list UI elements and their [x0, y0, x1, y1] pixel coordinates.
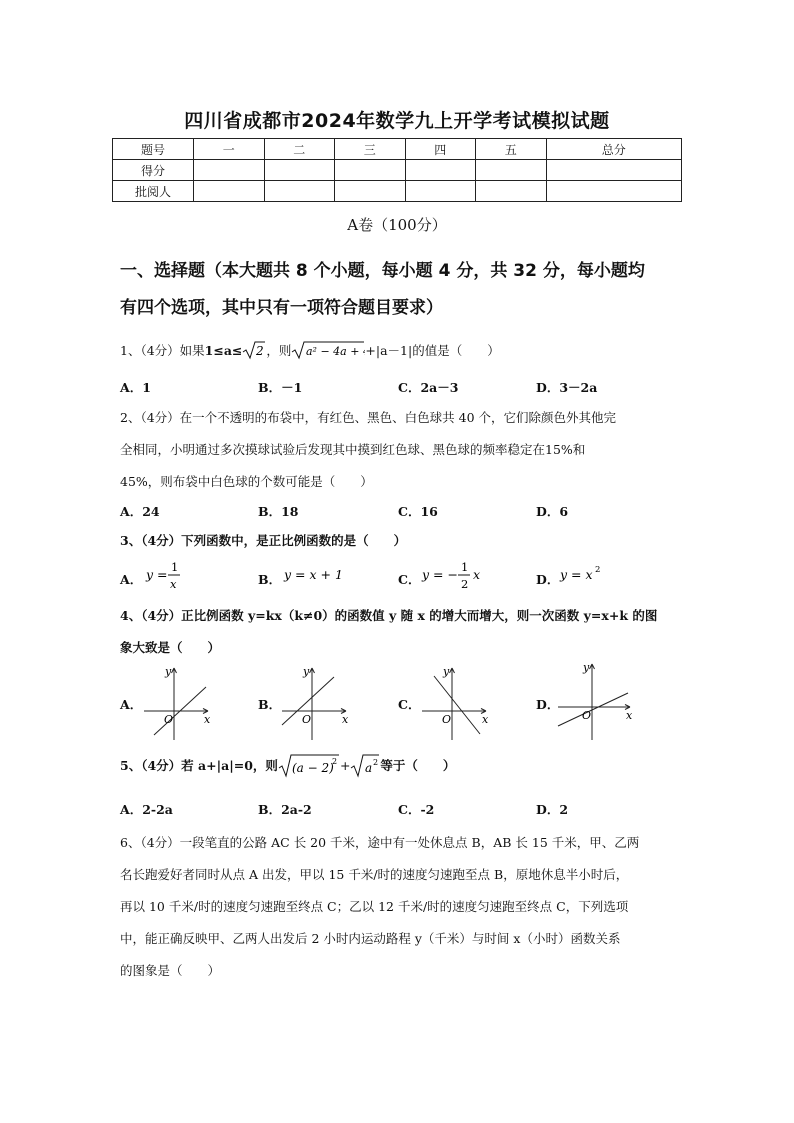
question-5 — [120, 752, 690, 778]
question-text-line: 45%，则布袋中白色球的个数可能是（ ） — [120, 474, 373, 489]
question-4 — [120, 600, 680, 664]
option-d-label[interactable]: D． — [536, 572, 560, 587]
option-b-label[interactable]: B． — [258, 697, 282, 712]
question-text: ，则 — [266, 343, 292, 358]
question-text-line: 象大致是（ ） — [120, 640, 221, 655]
score-cell[interactable] — [194, 160, 265, 181]
option-a-formula — [144, 558, 194, 594]
option-a[interactable]: A．2-2a — [120, 802, 173, 817]
table-cell: 总分 — [546, 139, 682, 160]
table-cell: 四 — [405, 139, 476, 160]
score-table-header — [113, 139, 682, 160]
graph-option-a[interactable] — [140, 662, 220, 742]
score-cell[interactable] — [264, 181, 335, 202]
sqrt-formula — [291, 340, 365, 360]
axis-x-label: x — [342, 713, 349, 726]
score-cell[interactable] — [405, 181, 476, 202]
axis-x-label: x — [204, 713, 211, 726]
paper-part-heading: A卷（100分） — [347, 216, 447, 234]
formula-text: 2 — [461, 577, 469, 591]
section-heading-line: 一、选择题（本大题共 8 个小题，每小题 4 分，共 32 分，每小题均 — [120, 261, 645, 281]
question-text-line: 2、（4分）在一个不透明的布袋中，有红色、黑色、白色球共 40 个，它们除颜色外其他完 — [120, 410, 617, 425]
axis-y-label: y — [303, 665, 310, 678]
formula-text: 2 — [256, 344, 265, 358]
option-b[interactable]: B．－1 — [258, 380, 303, 395]
table-cell: 三 — [335, 139, 406, 160]
option-d[interactable]: D．6 — [536, 504, 569, 519]
score-cell[interactable] — [476, 160, 547, 181]
graph-option-b[interactable] — [278, 662, 358, 742]
question-condition: 1≤a≤ — [204, 343, 243, 358]
option-c[interactable]: C．-2 — [398, 802, 435, 817]
question-text: 5、（4分）若 a+|a|=0，则 — [120, 758, 278, 773]
formula-text: 2 — [595, 565, 601, 575]
question-text-line: 4、（4分）正比例函数 y=kx（k≠0）的函数值 y 随 x 的增大而增大，则一次函数 y=x+k 的图 — [120, 608, 658, 623]
option-d-formula — [558, 558, 618, 594]
graph-option-c[interactable] — [418, 662, 498, 742]
axis-x-label: x — [626, 709, 633, 722]
option-b-formula — [282, 558, 352, 594]
table-cell: 题号 — [113, 139, 194, 160]
formula-text: y = − — [422, 567, 458, 582]
origin-label: O — [302, 713, 312, 726]
question-text: 1、（4分）如果 — [120, 343, 205, 358]
option-a-label[interactable]: A． — [120, 697, 143, 712]
page-title: 四川省成都市2024年数学九上开学考试模拟试题 — [184, 110, 610, 132]
option-a[interactable]: A．1 — [120, 380, 151, 395]
table-row — [113, 181, 682, 202]
question-text-line: 6、（4分）一段笔直的公路 AC 长 20 千米，途中有一处休息点 B，AB 长 15 千米，甲、乙两 — [120, 835, 640, 850]
axis-y-label: y — [443, 665, 450, 678]
origin-label: O — [582, 709, 592, 722]
formula-text: a — [365, 761, 373, 775]
sqrt-formula-2 — [350, 752, 380, 778]
table-row — [113, 160, 682, 181]
option-c[interactable]: C．2a－3 — [398, 380, 459, 395]
formula-text: a² − 4a + 4 — [306, 345, 366, 358]
question-2 — [120, 402, 680, 498]
score-cell[interactable] — [546, 160, 682, 181]
score-cell[interactable] — [194, 181, 265, 202]
table-cell: 二 — [264, 139, 335, 160]
sqrt-formula-1 — [278, 752, 340, 778]
score-cell[interactable] — [405, 160, 476, 181]
question-text-line: 再以 10 千米/时的速度匀速跑至终点 C；乙以 12 千米/时的速度匀速跑至终点 C，下列选项 — [120, 899, 629, 914]
table-cell: 批阅人 — [113, 181, 194, 202]
section-heading-line: 有四个选项，其中只有一项符合题目要求） — [120, 298, 443, 318]
score-cell[interactable] — [546, 181, 682, 202]
origin-label: O — [164, 713, 174, 726]
score-cell[interactable] — [335, 181, 406, 202]
sqrt-two-formula — [242, 340, 266, 360]
formula-text: + — [339, 758, 351, 773]
formula-text: (a − 2) — [291, 761, 334, 775]
formula-text: y = — [146, 567, 168, 582]
question-text-line: 的图象是（ ） — [120, 963, 221, 978]
axis-y-label: y — [583, 661, 590, 674]
score-table — [112, 138, 682, 202]
formula-text: 2 — [331, 757, 338, 766]
score-cell[interactable] — [264, 160, 335, 181]
question-3: 3、（4分）下列函数中，是正比例函数的是（ ） — [120, 533, 407, 548]
table-cell: 得分 — [113, 160, 194, 181]
option-d[interactable]: D．2 — [536, 802, 569, 817]
score-cell[interactable] — [335, 160, 406, 181]
option-c-label[interactable]: C． — [398, 697, 421, 712]
option-b-label[interactable]: B． — [258, 572, 282, 587]
formula-text: 1 — [171, 560, 179, 574]
table-cell: 五 — [476, 139, 547, 160]
option-a[interactable]: A．24 — [120, 504, 160, 519]
formula-text: y = x — [560, 567, 593, 582]
formula-text: 1 — [461, 560, 469, 574]
option-b[interactable]: B．18 — [258, 504, 299, 519]
score-cell[interactable] — [476, 181, 547, 202]
formula-text: y = x + 1 — [284, 567, 343, 582]
option-c[interactable]: C．16 — [398, 504, 438, 519]
question-text: 等于（ ） — [380, 758, 456, 773]
table-cell: 一 — [194, 139, 265, 160]
option-b[interactable]: B．2a-2 — [258, 802, 312, 817]
axis-y-label: y — [165, 665, 172, 678]
formula-text: x — [473, 567, 481, 582]
option-c-label[interactable]: C． — [398, 572, 421, 587]
question-text-line: 名长跑爱好者同时从点 A 出发，甲以 15 千米/时的速度匀速跑至点 B，原地休息半小时后， — [120, 867, 629, 882]
option-c-formula — [420, 558, 490, 594]
axis-x-label: x — [482, 713, 489, 726]
question-1 — [120, 340, 690, 362]
option-d[interactable]: D．3－2a — [536, 380, 598, 395]
option-a-label[interactable]: A． — [120, 572, 143, 587]
option-d-label[interactable]: D． — [536, 697, 560, 712]
question-6 — [120, 827, 680, 987]
graph-option-d[interactable] — [556, 658, 640, 742]
question-text-line: 中，能正确反映甲、乙两人出发后 2 小时内运动路程 y（千米）与时间 x（小时）函数关系 — [120, 931, 621, 946]
question-text-line: 全相同，小明通过多次摸球试验后发现其中摸到红色球、黑色球的频率稳定在15%和 — [120, 442, 586, 457]
origin-label: O — [442, 713, 452, 726]
question-text: +|a－1|的值是（ ） — [365, 343, 500, 358]
formula-text: 2 — [373, 758, 379, 767]
formula-text: x — [170, 577, 177, 591]
